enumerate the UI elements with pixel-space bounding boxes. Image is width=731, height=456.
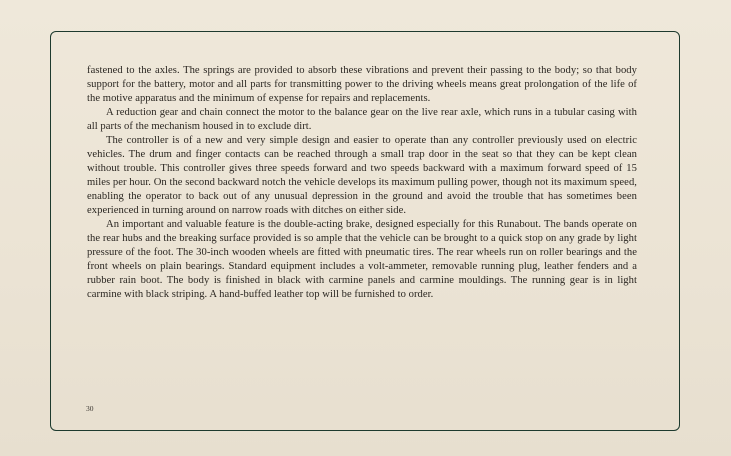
paragraph-4: An important and valuable feature is the double-acting brake, designed especially for this Runabout. The bands operate on the rear hubs and the breaking surface provided is so ample that the vehicle can be brought to a quick stop on any grade by light pressure of the foot. The 30-inch wooden wheels are fitted with pneumatic tires. The rear wheels run on roller bearings and the front wheels on plain bearings. Standard equipment includes a volt-ammeter, removable running plug, leather fenders and a rubber rain boot. The body is finished in black with carmine panels and carmine mouldings. The running gear is in light carmine with black striping. A hand-buffed leather top will be furnished to order. (87, 219, 637, 300)
body-text (87, 64, 637, 302)
page-number: 30 (86, 404, 94, 413)
paragraph-3: The controller is of a new and very simple design and easier to operate than any controller previously used on electric vehicles. The drum and finger contacts can be reached through a small trap door in the seat so that they can be kept clean without trouble. This controller gives three speeds forward and two speeds backward with a maximum forward speed of 15 miles per hour. On the second backward notch the vehicle develops its maximum pulling power, though not its maximum speed, enabling the operator to back out of any unusual depression in the ground and avoid the trouble that has sometimes been experienced in turning around on narrow roads with ditches on either side. (87, 135, 637, 216)
paragraph-1: fastened to the axles. The springs are provided to absorb these vibrations and prevent their passing to the body; so that body support for the battery, motor and all parts for transmitting power to the driving wheels means great prolongation of the life of the motive apparatus and the minimum of expense for repairs and replacements. (87, 65, 637, 104)
paragraph-2: A reduction gear and chain connect the motor to the balance gear on the live rear axle, which runs in a tubular casing with all parts of the mechanism housed in to exclude dirt. (87, 107, 637, 132)
